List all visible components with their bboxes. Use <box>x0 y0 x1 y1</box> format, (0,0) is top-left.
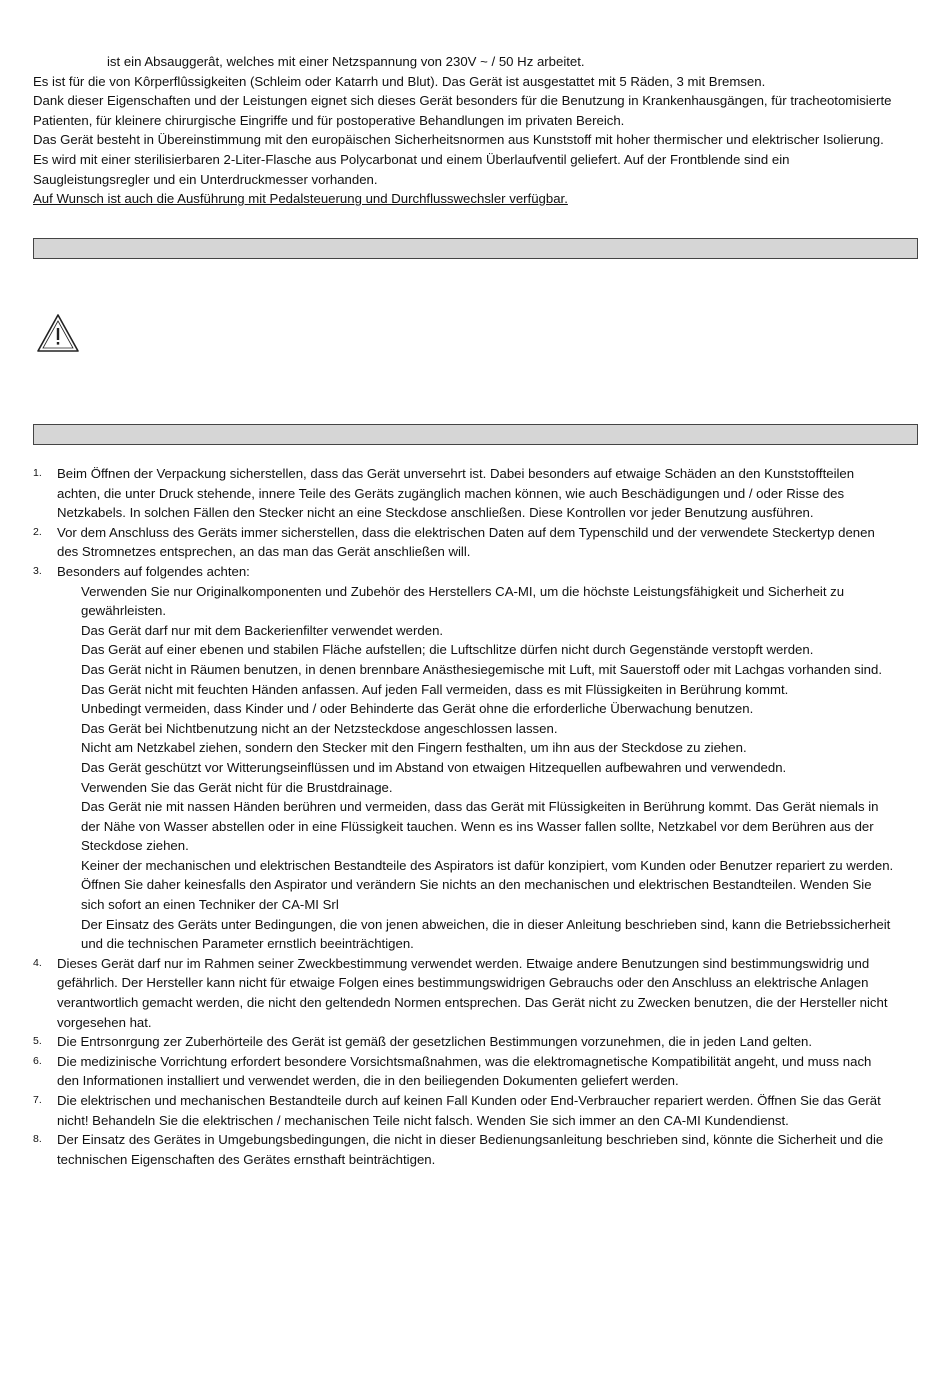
intro-line: Dank dieser Eigenschaften und der Leistungen eignet sich dieses Gerät besonders für die Benutzung in Krankenhausgängen, für tracheotomisierte <box>33 93 892 109</box>
sub-list-line: sich sofort an einen Techniker der CA-MI Srl <box>81 897 339 913</box>
sub-list-line: Das Gerät darf nur mit dem Backerienfilter verwendet werden. <box>81 622 444 638</box>
section-header-bar <box>33 238 918 259</box>
sub-list-line: Der Einsatz des Geräts unter Bedingungen, die von jenen abweichen, die in dieser Anleitung beschrieben sind, kann die Betriebssicherheit <box>81 916 891 932</box>
intro-line: Es wird mit einer sterilisierbaren 2-Liter-Flasche aus Polycarbonat und einem Überlaufventil geliefert. Auf der Frontblende sind ein <box>33 151 790 167</box>
list-number: 3. <box>33 564 42 577</box>
intro-note-underlined: Auf Wunsch ist auch die Ausführung mit Pedalsteuerung und Durchflusswechsler verfügbar. <box>33 191 568 207</box>
list-line: Beim Öffnen der Verpackung sicherstellen, dass das Gerät unversehrt ist. Dabei besonders auf etwaige Schäden an den Kunststoffteilen <box>57 466 855 481</box>
list-number: 4. <box>33 956 42 969</box>
sub-list-line: Verwenden Sie das Gerät nicht für die Brustdrainage. <box>81 779 393 795</box>
sub-list-line: Das Gerät nicht in Räumen benutzen, in denen brennbare Anästhesiegemische mit Luft, mit Sauerstoff oder mit Lachgas vorhanden sind. <box>81 661 882 677</box>
sub-list-line: Das Gerät geschützt vor Witterungseinflüssen und im Abstand von etwaigen Hitzequellen aufbewahren und verwendedn. <box>81 759 787 775</box>
list-line: vorgesehen hat. <box>57 1014 152 1030</box>
sub-list-line: gewährleisten. <box>81 603 167 619</box>
list-item <box>33 1130 923 1169</box>
section-header-bar <box>33 424 918 445</box>
sub-list-line: Das Gerät nicht mit feuchten Händen anfassen. Auf jeden Fall vermeiden, dass es mit Flüssigkeiten in Berührung kommt. <box>81 681 789 697</box>
list-line: achten, die unter Druck stehende, innere Teile des Geräts zugänglich machen können, wie auch Beschädigungen und / oder Risse des <box>57 485 845 501</box>
sub-list-line: Unbedingt vermeiden, dass Kinder und / oder Behinderte das Gerät ohne die erforderliche Überwachung benutzen. <box>81 701 754 717</box>
sub-list-line: Das Gerät nie mit nassen Händen berühren und vermeiden, dass das Gerät mit Flüssigkeiten in Berührung kommt. Das Gerät niemals in <box>81 799 879 815</box>
list-item <box>33 1052 923 1091</box>
intro-line: ist ein Absauggerât, welches mit einer Netzspannung von 230V ~ / 50 Hz arbeitet. <box>107 54 585 69</box>
list-line: gefährlich. Der Hersteller kann nicht für etwaige Folgen eines bestimmungswidrigen Gebrauchs oder den Anschluss an elektrische Anlagen <box>57 975 869 991</box>
list-line: des Stromnetzes entsprechen, an das man das Gerät anschließen will. <box>57 544 471 560</box>
list-line: Die Entrsonrgung zer Zuberhörteile des Gerät ist gemäß der gesetzlichen Bestimmungen vorzunehmen, die in jeden Land gelten. <box>57 1034 813 1050</box>
sub-list-line: Das Gerät auf einer ebenen und stabilen Fläche aufstellen; die Luftschlitze dürfen nicht durch Gegenstände verstopft werden. <box>81 642 814 658</box>
sub-list-line: und die technischen Parameter ernstlich beeinträchtigen. <box>81 936 414 952</box>
list-line: Dieses Gerät darf nur im Rahmen seiner Zweckbestimmung verwendet werden. Etwaige andere Benutzungen sind bestimmungswidrig und <box>57 955 870 971</box>
sub-list-line: Nicht am Netzkabel ziehen, sondern den Stecker mit den Fingern festhalten, um ihn aus der Steckdose zu ziehen. <box>81 740 747 756</box>
list-number: 7. <box>33 1094 42 1106</box>
intro-line: Patienten, für kleinere chirurgische Eingriffe und für postoperative Behandlungen im privaten Bereich. <box>33 112 625 128</box>
sub-list-line: Verwenden Sie nur Originalkomponenten und Zubehör des Herstellers CA-MI, um die höchste Leistungsfähigkeit und Sicherheit zu <box>81 583 845 599</box>
list-item <box>33 954 923 1032</box>
list-line: verantwortlich gemacht werden, die nicht den geltendedn Normen entsprechen. Das Gerät nicht zu Zwecken benutzen, die der Hersteller nicht <box>57 995 888 1011</box>
sub-list-line: Steckdose ziehen. <box>81 838 189 854</box>
intro-line: Das Gerät besteht in Übereinstimmung mit den europäischen Sicherheitsnormen aus Kunststoff mit hoher thermischer und elektrischer Isolierung. <box>33 132 884 148</box>
safety-instructions-list <box>33 464 923 1169</box>
list-line: Vor dem Anschluss des Geräts immer sicherstellen, dass die elektrischen Daten auf dem Typenschild und der verwendete Steckertyp denen <box>57 524 875 540</box>
list-number: 8. <box>33 1133 42 1146</box>
list-number: 5. <box>33 1035 42 1048</box>
list-line: technischen Eigenschaften des Gerätes ernsthaft beinträchtigen. <box>57 1151 436 1167</box>
list-item <box>33 1032 923 1052</box>
list-number: 6. <box>33 1054 42 1067</box>
intro-line: Saugleistungsregler und ein Unterdruckmesser vorhanden. <box>33 171 378 187</box>
list-item <box>33 562 923 954</box>
list-line: den Informationen installiert und verwendet werden, die in den beiliegenden Dokumenten geliefert werden. <box>57 1073 679 1089</box>
list-line: nicht! Behandeln Sie die elektrischen / mechanischen Teile nicht falsch. Wenden Sie sich immer an den CA-MI Kundendienst. <box>57 1112 789 1128</box>
list-item <box>33 523 923 562</box>
list-line: Netzkabels. In solchen Fällen den Stecker nicht an eine Steckdose anschließen. Diese Kontrollen vor jeder Benutzung ausführen. <box>57 505 814 521</box>
sub-list-line: Öffnen Sie daher keinesfalls den Aspirator und verändern Sie nichts an den mechanischen und elektrischen Bestandteilen. Wenden Sie <box>81 877 872 893</box>
sub-list <box>57 582 923 954</box>
sub-list-line: der Nähe von Wasser abstellen oder in eine Flüssigkeit tauchen. Wenn es ins Wasser fallen sollte, Netzkabel vor dem Berühren aus der <box>81 818 874 834</box>
list-line: Die medizinische Vorrichtung erfordert besondere Vorsichtsmaßnahmen, was die elektromagnetische Kompatibilität angeht, und muss nach <box>57 1053 872 1069</box>
sub-list-line: Das Gerät bei Nichtbenutzung nicht an der Netzsteckdose angeschlossen lassen. <box>81 720 558 736</box>
intro-paragraph <box>33 52 933 209</box>
list-number: 2. <box>33 525 42 538</box>
list-line: Der Einsatz des Gerätes in Umgebungsbedingungen, die nicht in dieser Bedienungsanleitung beschrieben sind, könnte die Sicherheit und die <box>57 1132 884 1148</box>
list-item <box>33 1091 923 1130</box>
list-line: Die elektrischen und mechanischen Bestandteile durch auf keinen Fall Kunden oder End-Verbraucher repariert werden. Öffnen Sie das Gerät <box>57 1093 881 1108</box>
warning-triangle-icon <box>35 312 81 354</box>
list-item <box>33 464 923 523</box>
sub-list-line: Keiner der mechanischen und elektrischen Bestandteile des Aspirators ist dafür konzipiert, vom Kunden oder Benutzer repariert zu werden. <box>81 857 894 873</box>
intro-line: Es ist für die von Kôrperflûssigkeiten (Schleim oder Katarrh und Blut). Das Gerät ist ausgestattet mit 5 Räden, 3 mit Bremsen. <box>33 73 766 89</box>
list-number: 1. <box>33 467 42 479</box>
list-line: Besonders auf folgendes achten: <box>57 563 250 579</box>
